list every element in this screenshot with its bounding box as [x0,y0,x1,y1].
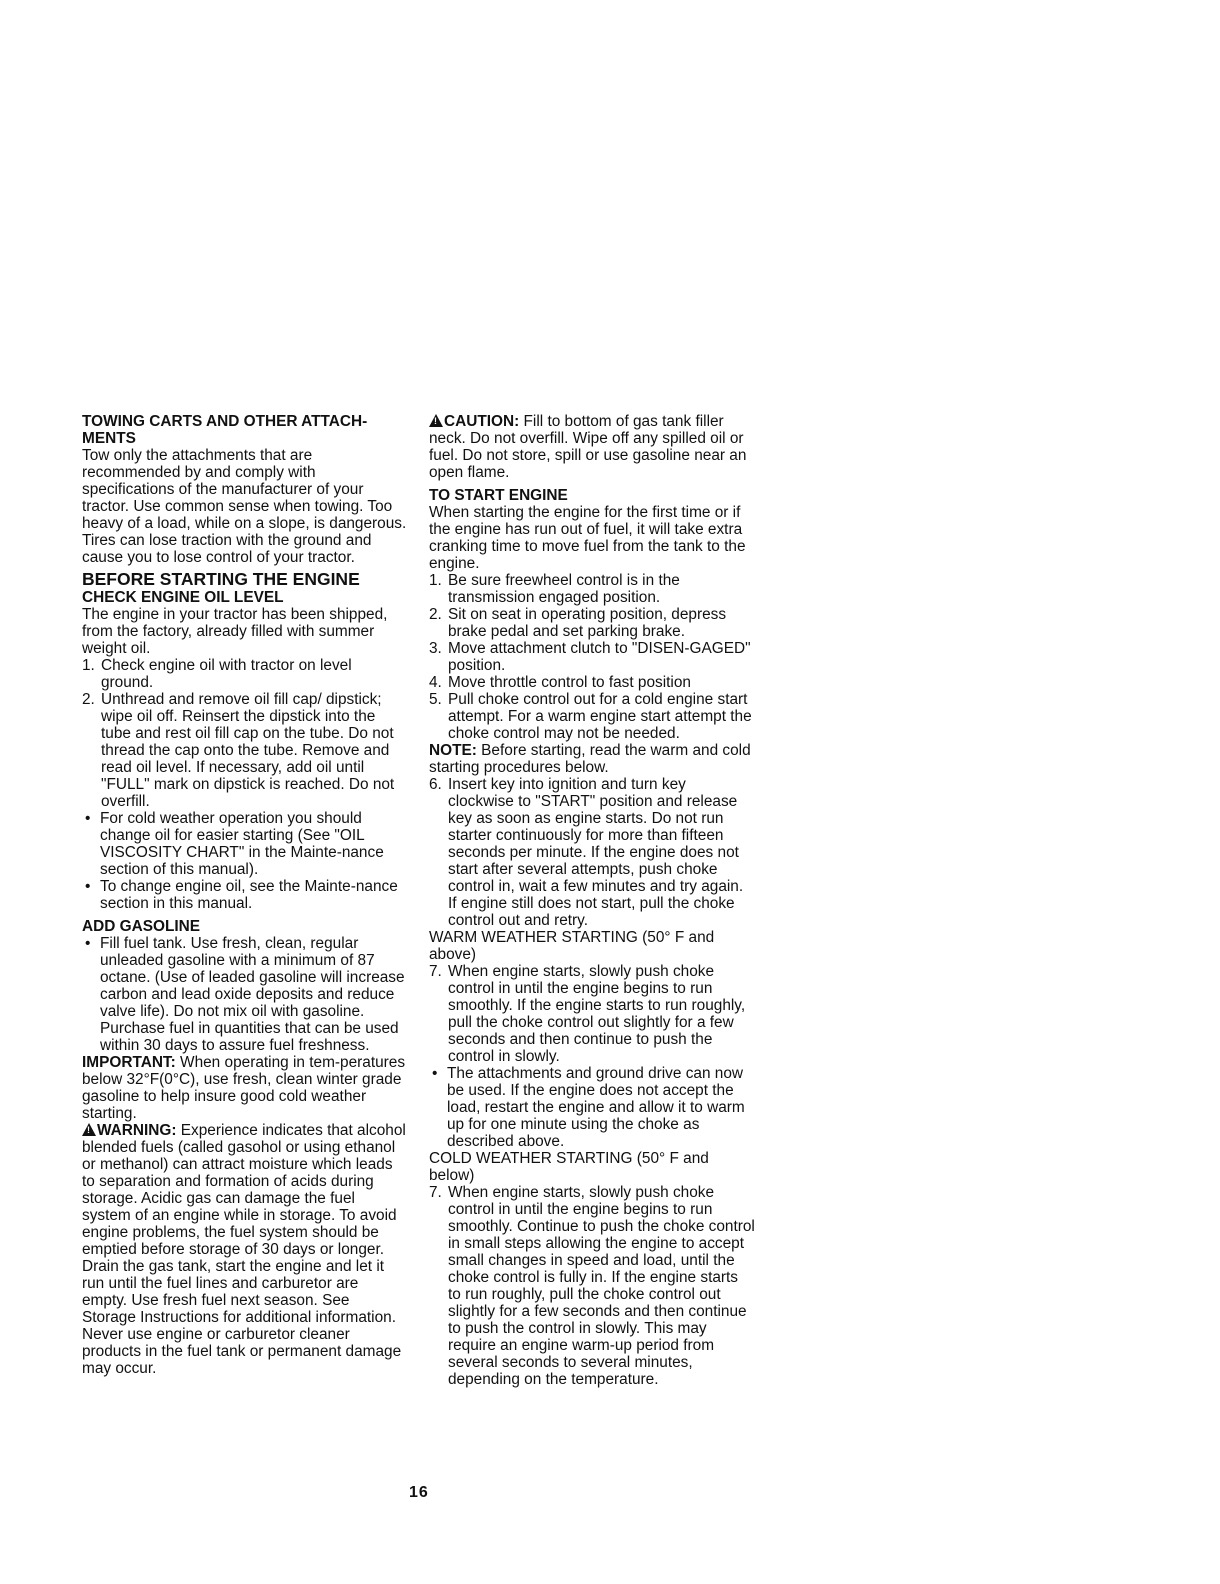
left-column [82,413,407,1377]
warning-note [82,1122,407,1377]
list-item [429,963,755,1065]
list-marker: 7. [429,1184,442,1201]
list-marker: 4. [429,674,442,691]
page-number: 16 [409,1484,429,1501]
list-marker: • [85,810,91,827]
list-marker: 7. [429,963,442,980]
caution-icon [429,414,443,427]
oil-paragraph: The engine in your tractor has been shipped, from the factory, already filled with summer weight oil. [82,606,388,657]
list-marker: 3. [429,640,442,657]
list-marker: • [85,935,91,952]
important-text: When operating in tem-peratures below 32°F(0°C), use fresh, clean winter grade gasoline to help insure good cold weather starting. [82,1054,406,1122]
list-item [429,776,755,929]
list-marker: 2. [82,691,95,708]
list-item [429,640,755,674]
cold-weather-heading: COLD WEATHER STARTING (50° F and below) [429,1150,709,1184]
list-item [429,606,755,640]
list-text: Sit on seat in operating position, depress brake pedal and set parking brake. [448,606,727,640]
before-starting-heading: BEFORE STARTING THE ENGINE [82,569,360,589]
start-paragraph: When starting the engine for the first time or if the engine has run out of fuel, it will take extra cranking time to move fuel from the tank to the engine. [429,504,746,572]
list-text: Be sure freewheel control is in the transmission engaged position. [448,572,680,606]
list-marker: 6. [429,776,442,793]
list-item [429,691,755,742]
oil-level-heading: CHECK ENGINE OIL LEVEL [82,589,284,606]
list-marker: • [432,1065,438,1082]
add-gasoline-heading: ADD GASOLINE [82,918,200,935]
list-text: For cold weather operation you should change oil for easier starting (See "OIL VISCOSITY CHART" in the Mainte-nance section of this manual). [100,810,384,878]
list-text: Fill fuel tank. Use fresh, clean, regular unleaded gasoline with a minimum of 87 octane. (Use of leaded gasoline will increase carbon and lead oxide deposits and reduce valve life). Do not mix oil with gasoline. Purchase fuel in quantities that can be used within 30 days to assure fuel freshness. [100,935,405,1054]
note [429,742,755,776]
list-item [82,878,407,912]
list-text: To change engine oil, see the Mainte-nance section in this manual. [100,878,398,912]
list-text: When engine starts, slowly push choke control in until the engine begins to run smoothly. If the engine starts to run roughly, pull the choke control out slightly for a few seconds and then continue to push the control in slowly. [448,963,746,1065]
list-marker: 1. [82,657,95,674]
note-label: NOTE: [429,742,477,759]
list-text: Check engine oil with tractor on level ground. [101,657,352,691]
list-item [429,674,755,691]
important-note [82,1054,407,1122]
towing-paragraph: Tow only the attachments that are recommended by and comply with specifications of the manufacturer of your tractor. Use common sense when towing. Too heavy of a load, while on a slope, is dangerous. Tires can lose traction with the ground and cause you to lose control of your tractor. [82,447,407,566]
list-marker: 5. [429,691,442,708]
list-item [82,691,407,810]
list-text: When engine starts, slowly push choke control in until the engine begins to run smoothly. Continue to push the choke control in small steps allowing the engine to accept small changes in speed and load, until the choke control is fully in. If the engine starts to run roughly, pull the choke control out slightly for a few seconds and then continue to push the control in slowly. This may require an engine warm-up period from several seconds to several minutes, depending on the temperature. [448,1184,755,1388]
towing-heading: TOWING CARTS AND OTHER ATTACH-MENTS [82,413,368,447]
list-text: Insert key into ignition and turn key clockwise to "START" position and release key as soon as engine starts. Do not run starter continuously for more than fifteen seconds per minute. If the engine does not start after several attempts, push choke control in, wait a few minutes and try again. If engine still does not start, pull the choke control out and retry. [448,776,744,929]
list-text: Move attachment clutch to "DISEN-GAGED" position. [448,640,751,674]
list-item [82,935,407,1054]
warning-icon [82,1123,96,1136]
list-marker: 1. [429,572,442,589]
list-marker: • [85,878,91,895]
list-item [82,657,407,691]
caution-note [429,413,755,481]
warning-label: WARNING: [97,1122,177,1139]
list-item [82,810,407,878]
list-item [429,1184,755,1388]
list-marker: 2. [429,606,442,623]
list-text: Pull choke control out for a cold engine start attempt. For a warm engine start attempt the choke control may not be needed. [448,691,752,742]
caution-text: Fill to bottom of gas tank filler neck. Do not overfill. Wipe off any spilled oil or fuel. Do not store, spill or use gasoline near an open flame. [429,413,747,481]
warm-weather-heading: WARM WEATHER STARTING (50° F and above) [429,929,715,963]
caution-label: CAUTION: [444,413,520,430]
warning-text: Experience indicates that alcohol blended fuels (called gasohol or using ethanol or methanol) can attract moisture which leads to separation and formation of acids during storage. Acidic gas can damage the fuel system of an engine while in storage. To avoid engine problems, the fuel system should be emptied before storage of 30 days or longer. Drain the gas tank, start the engine and let it run until the fuel lines and carburetor are empty. Use fresh fuel next season. See Storage Instructions for additional information. Never use engine or carburetor cleaner products in the fuel tank or permanent damage may occur. [82,1122,406,1377]
list-text: Unthread and remove oil fill cap/ dipstick; wipe oil off. Reinsert the dipstick into the tube and rest oil fill cap on the tube. Do not thread the cap onto the tube. Remove and read oil level. If necessary, add oil until "FULL" mark on dipstick is reached. Do not overfill. [101,691,395,810]
list-item [429,1065,755,1150]
list-item [429,572,755,606]
right-column [429,413,755,1388]
important-label: IMPORTANT: [82,1054,176,1071]
list-text: The attachments and ground drive can now be used. If the engine does not accept the load, restart the engine and allow it to warm up for one minute using the choke as described above. [447,1065,745,1150]
start-engine-heading: TO START ENGINE [429,487,568,504]
note-text: Before starting, read the warm and cold starting procedures below. [429,742,751,776]
list-text: Move throttle control to fast position [448,674,691,691]
